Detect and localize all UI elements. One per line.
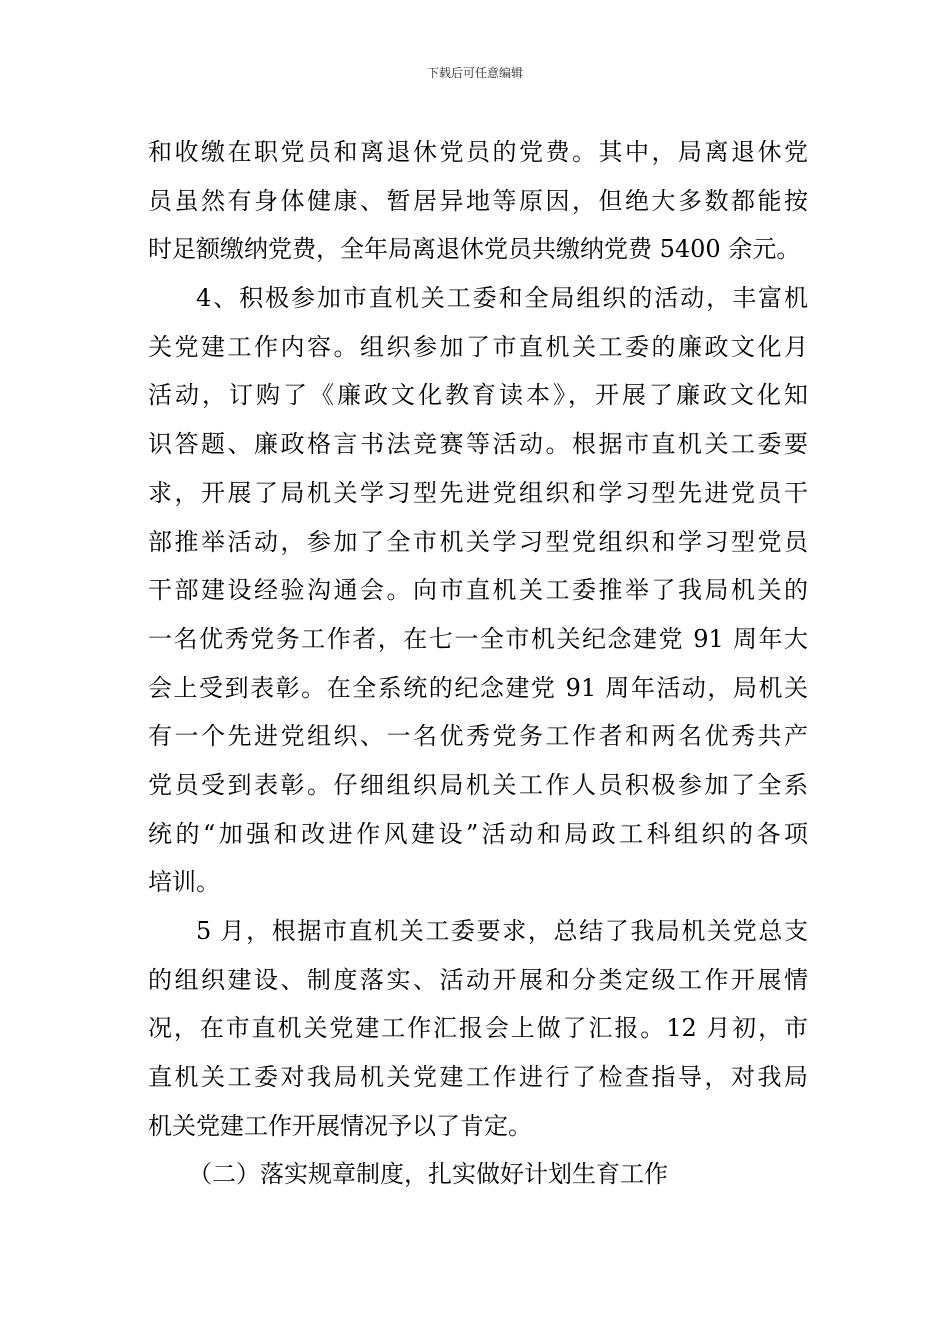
body-line: 培训。 [148,868,220,897]
body-line: 干部建设经验沟通会。向市直机关工委推举了我局机关的 [148,576,808,605]
body-line: 有一个先进党组织、一名优秀党务工作者和两名优秀共产 [148,722,808,751]
body-line: 识答题、廉政格言书法竞赛等活动。根据市直机关工委要 [148,430,808,459]
body-line: 4、积极参加市直机关工委和全局组织的活动，丰富机 [196,284,808,313]
body-line: 况，在市直机关党建工作汇报会上做了汇报。12 月初，市 [148,1014,808,1043]
body-line: 机关党建工作开展情况予以了肯定。 [148,1111,532,1140]
body-line: 统的“加强和改进作风建设”活动和局政工科组织的各项 [148,819,808,848]
body-line: 关党建工作内容。组织参加了市直机关工委的廉政文化月 [148,332,808,361]
body-line: 的组织建设、制度落实、活动开展和分类定级工作开展情 [148,965,808,994]
body-line: 直机关工委对我局机关党建工作进行了检查指导，对我局 [148,1063,808,1092]
document-body [148,128,808,1199]
body-line: 活动，订购了《廉政文化教育读本》，开展了廉政文化知 [148,381,808,410]
body-line: 会上受到表彰。在全系统的纪念建党 91 周年活动，局机关 [148,673,808,702]
body-line: 员虽然有身体健康、暂居异地等原因，但绝大多数都能按 [148,186,808,215]
body-line: 一名优秀党务工作者，在七一全市机关纪念建党 91 周年大 [148,624,808,653]
section-heading: （二）落实规章制度，扎实做好计划生育工作 [188,1160,668,1189]
body-line: 时足额缴纳党费，全年局离退休党员共缴纳党费 5400 余元。 [148,235,801,264]
page-header: 下载后可任意编辑 [426,66,523,80]
body-line: 党员受到表彰。仔细组织局机关工作人员积极参加了全系 [148,770,808,799]
body-line: 部推举活动，参加了全市机关学习型党组织和学习型党员 [148,527,808,556]
body-line: 和收缴在职党员和离退休党员的党费。其中，局离退休党 [148,138,808,166]
body-line: 求，开展了局机关学习型先进党组织和学习型先进党员干 [148,478,808,507]
body-line: 5 月，根据市直机关工委要求，总结了我局机关党总支 [196,917,808,945]
